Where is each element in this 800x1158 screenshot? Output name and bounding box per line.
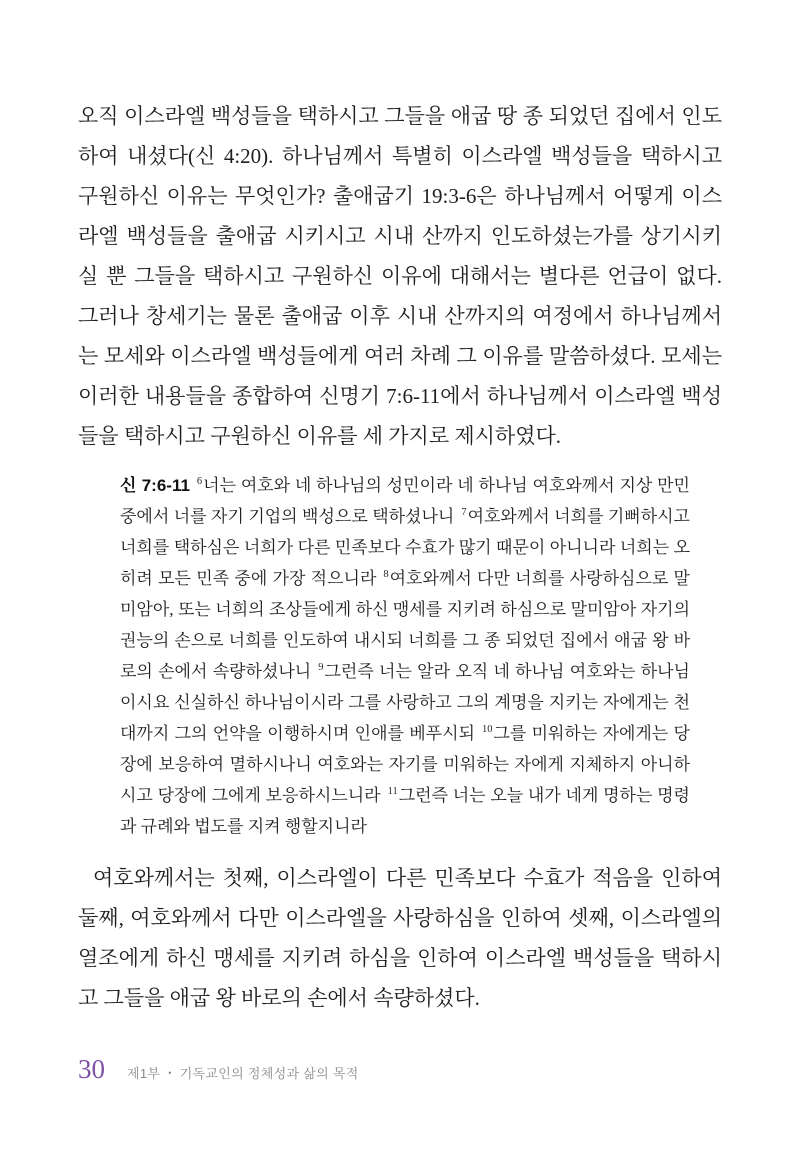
verse-text-11: 그런즉 너는 오늘 내가 네게 명하는 명령과 규례와 법도를 지켜 행할지니라 <box>120 786 690 836</box>
verse-number-8: 8 <box>383 569 389 580</box>
verse-text-6: 너는 여호와 네 하나님의 성민이라 네 하나님 여호와께서 지상 만민 중에서 너를 자기 기업의 백성으로 택하셨나니 <box>120 476 690 526</box>
verse-number-9: 9 <box>318 662 324 673</box>
bullet-separator-icon: • <box>168 1068 172 1078</box>
verse-text-7: 여호와께서 너희를 기뻐하시고 너희를 택하심은 너희가 다른 민족보다 수효가 많기 때문이 아니니라 너희는 오히려 모든 민족 중에 가장 적으니라 <box>120 507 690 588</box>
verse-text-10: 그를 미워하는 자에게는 당장에 보응하여 멸하시나니 여호와는 자기를 미워하는 자에게 지체하지 아니하시고 당장에 그에게 보응하시느니라 <box>120 724 690 805</box>
scripture-quote-text <box>120 470 690 842</box>
scripture-quote-block <box>120 470 690 842</box>
verse-number-10: 10 <box>481 724 493 735</box>
page-content <box>78 96 722 1018</box>
verse-text-9: 그런즉 너는 알라 오직 네 하나님 여호와는 하나님이시요 신실하신 하나님이시라 그를 사랑하고 그의 계명을 지키는 자에게는 천 대까지 그의 언약을 이행하시며 인애를 베푸시되 <box>120 662 690 743</box>
verse-text-8: 여호와께서 다만 너희를 사랑하심으로 말미암아, 또는 너희의 조상들에게 하신 맹세를 지키려 하심으로 말미암아 자기의 권능의 손으로 너희를 인도하여 내시되 너희를 그 종 되었던 집에서 애굽 왕 바로의 손에서 속량하셨나니 <box>120 569 690 681</box>
page-footer <box>78 1054 359 1085</box>
part-label: 제1부 <box>127 1066 161 1081</box>
body-paragraph-2: 여호와께서는 첫째, 이스라엘이 다른 민족보다 수효가 적음을 인하여 둘째, 여호와께서 다만 이스라엘을 사랑하심을 인하여 셋째, 이스라엘의 열조에게 하신 맹세를 지키려 하심을 인하여 이스라엘 백성들을 택하시고 그들을 애굽 왕 바로의 손에서 속량하셨다. <box>78 866 722 1010</box>
page-number: 30 <box>78 1054 105 1084</box>
body-paragraph-1: 오직 이스라엘 백성들을 택하시고 그들을 애굽 땅 종 되었던 집에서 인도하여 내셨다(신 4:20). 하나님께서 특별히 이스라엘 백성들을 택하시고 구원하신 이유는 무엇인가? 출애굽기 19:3-6은 하나님께서 어떻게 이스라엘 백성들을 출애굽 시키시고 시내 산까지 인도하셨는가를 상기시키실 뿐 그들을 택하시고 구원하신 이유에 대해서는 별다른 언급이 없다. 그러나 창세기는 물론 출애굽 이후 시내 산까지의 여정에서 하나님께서는 모세와 이스라엘 백성들에게 여러 차례 그 이유를 말씀하셨다. 모세는 이러한 내용들을 종합하여 신명기 7:6-11에서 하나님께서 이스라엘 백성들을 택하시고 구원하신 이유를 세 가지로 제시하였다. <box>78 104 722 448</box>
part-title: 기독교인의 정체성과 삶의 목적 <box>179 1066 359 1081</box>
running-footer <box>127 1063 359 1082</box>
scripture-reference: 신 7:6-11 <box>120 476 190 495</box>
verse-number-6: 6 <box>196 476 203 487</box>
verse-number-11: 11 <box>387 786 398 797</box>
verse-number-7: 7 <box>461 507 467 518</box>
